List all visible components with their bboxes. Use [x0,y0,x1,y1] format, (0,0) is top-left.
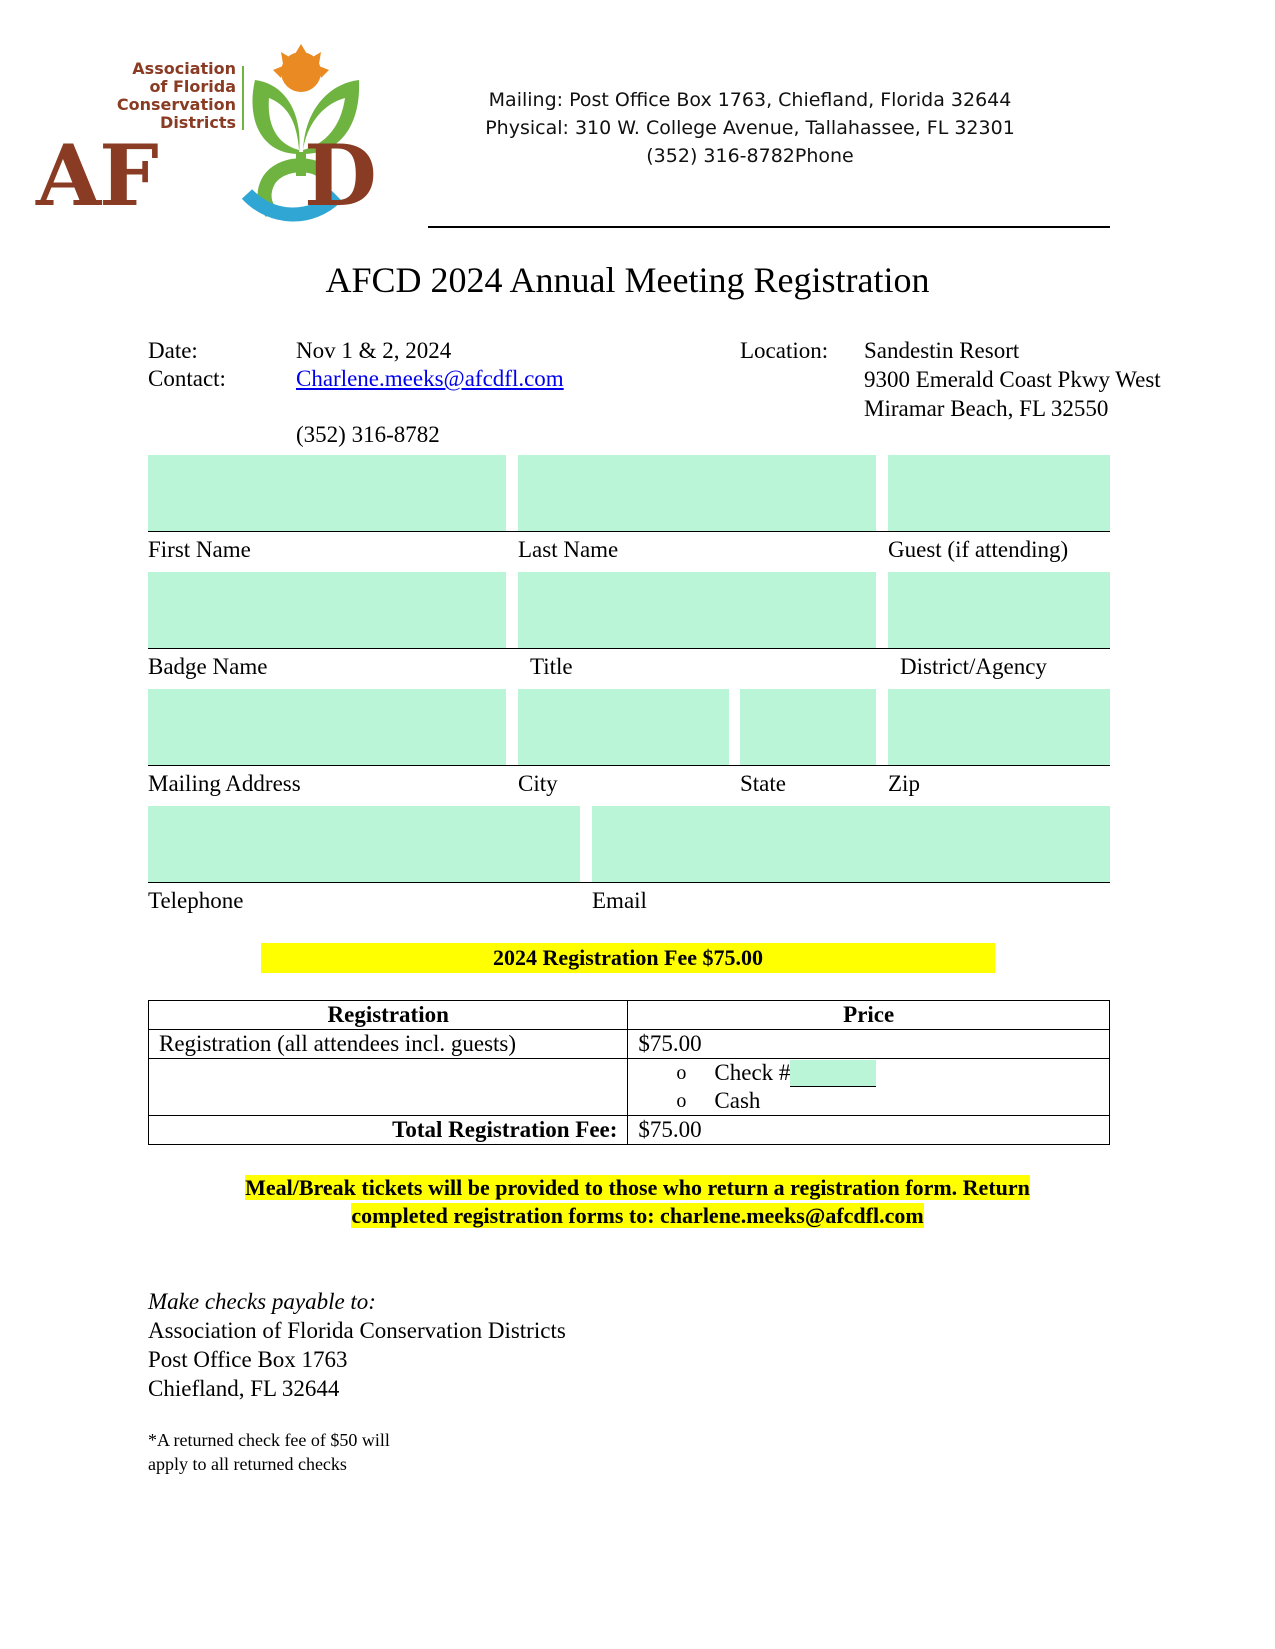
row2-underline [148,648,1110,649]
radio-bullet-icon: o [676,1090,687,1112]
payee-address [148,1316,566,1403]
contact-email-link[interactable]: Charlene.meeks@afcdfl.com [296,366,564,391]
last-name-field[interactable] [518,455,876,531]
check-label: Check # [714,1060,791,1085]
title-label: Title [530,654,573,679]
city-field[interactable] [518,689,729,765]
check-number-field[interactable] [790,1060,876,1087]
location-line: 9300 Emerald Coast Pkwy West [864,367,1161,392]
row4-underline [148,882,1110,883]
title-field[interactable] [518,572,876,648]
total-row [149,1116,1110,1145]
check-option[interactable] [676,1059,1099,1087]
payee-line: Post Office Box 1763 [148,1347,348,1372]
first-name-field[interactable] [148,455,506,531]
city-label: City [518,771,558,796]
logo-org-line: Association [132,59,236,78]
row3-underline [148,765,1110,766]
page-title: AFCD 2024 Annual Meeting Registration [325,260,930,300]
registration-table [148,1000,1110,1145]
zip-label: Zip [888,771,920,796]
email-label: Email [592,888,647,913]
notice-line: completed registration forms to: charlene.meeks@afcdfl.com [351,1203,924,1228]
header-divider [428,226,1110,228]
registration-cell: Registration (all attendees incl. guests) [149,1030,628,1059]
mailing-address: Mailing: Post Office Box 1763, Chiefland, Florida 32644 [488,89,1012,111]
badge-name-field[interactable] [148,572,506,648]
zip-field[interactable] [888,689,1110,765]
first-name-label: First Name [148,537,251,562]
notice-line: Meal/Break tickets will be provided to those who return a registration form. Return [245,1175,1030,1200]
logo-org-line: Districts [160,113,236,132]
footnote-line: *A returned check fee of $50 will [148,1430,390,1450]
guest-label: Guest (if attending) [888,537,1069,562]
date-label: Date: [148,338,198,363]
total-label-cell: Total Registration Fee: [149,1116,628,1145]
afcd-logo [36,44,396,224]
row1-underline [148,531,1110,532]
header-address [470,86,1030,170]
telephone-field[interactable] [148,806,580,882]
location-label: Location: [740,338,829,363]
payment-options-cell [628,1059,1110,1116]
badge-name-label: Badge Name [148,654,268,679]
location-address [864,336,1161,423]
price-col-header: Price [628,1001,1110,1030]
district-agency-field[interactable] [888,572,1110,648]
payment-method-row [149,1059,1110,1116]
date-value: Nov 1 & 2, 2024 [296,338,452,363]
physical-address: Physical: 310 W. College Avenue, Tallahassee, FL 32301 [485,117,1015,139]
last-name-label: Last Name [518,537,619,562]
meal-ticket-notice [0,1174,1275,1230]
contact-label: Contact: [148,366,226,391]
email-field[interactable] [592,806,1110,882]
telephone-label: Telephone [148,888,244,913]
guest-field[interactable] [888,455,1110,531]
mailing-address-field[interactable] [148,689,506,765]
payee-line: Association of Florida Conservation Districts [148,1318,566,1343]
header-phone: (352) 316-8782Phone [646,145,854,167]
registration-col-header: Registration [149,1001,628,1030]
total-price-cell: $75.00 [628,1116,1110,1145]
radio-bullet-icon: o [676,1062,687,1084]
table-header-row [149,1001,1110,1030]
cash-label: Cash [714,1088,761,1113]
state-label: State [740,771,786,796]
logo-org-line: Conservation [116,95,236,114]
logo-wordmark-left: AF [36,126,157,225]
logo-org-name [66,60,236,132]
state-field[interactable] [740,689,876,765]
registration-fee-banner: 2024 Registration Fee $75.00 [261,943,995,973]
footnote-line: apply to all returned checks [148,1454,347,1474]
price-cell: $75.00 [628,1030,1110,1059]
table-row [149,1030,1110,1059]
district-agency-label: District/Agency [900,654,1047,679]
contact-phone: (352) 316-8782 [296,422,440,447]
payee-line: Chiefland, FL 32644 [148,1376,340,1401]
cash-option[interactable] [676,1087,1099,1115]
logo-org-line: of Florida [149,77,236,96]
logo-wordmark-right: D [304,126,377,225]
empty-cell [149,1059,628,1116]
mailing-address-label: Mailing Address [148,771,301,796]
returned-check-footnote [148,1428,390,1476]
checks-payable-heading: Make checks payable to: [148,1289,376,1314]
location-line: Miramar Beach, FL 32550 [864,396,1109,421]
location-line: Sandestin Resort [864,338,1020,363]
